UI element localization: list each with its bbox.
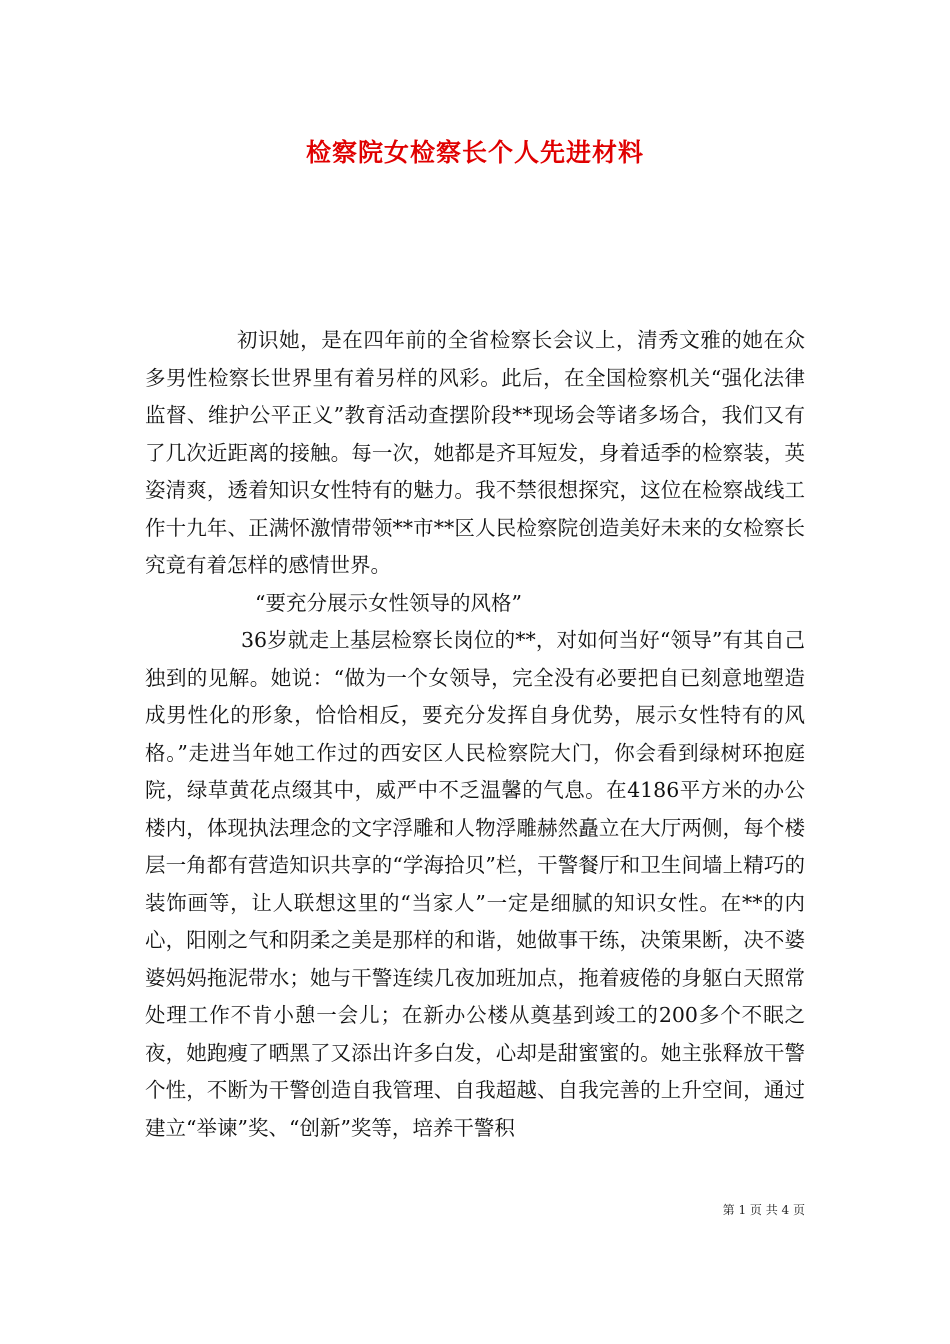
document-title: 检察院女检察长个人先进材料 <box>305 138 644 167</box>
document-body <box>145 322 805 1147</box>
page-number-footer: 第 1 页 共 4 页 <box>722 1203 805 1217</box>
paragraph-intro: 初识她，是在四年前的全省检察长会议上，清秀文雅的她在众多男性检察长世界里有着另样的风彩。此后，在全国检察机关“强化法律监督、维护公平正义”教育活动查摆阶段**现场会等诸多场合，我们又有了几次近距离的接触。每一次，她都是齐耳短发，身着适季的检察装，英姿清爽，透着知识女性特有的魅力。我不禁很想探究，这位在检察战线工作十九年、正满怀激情带领**市**区人民检察院创造美好未来的女检察长究竟有着怎样的感情世界。 <box>145 328 805 577</box>
section-heading: “要充分展示女性领导的风格” <box>255 590 522 615</box>
paragraph-main: 36岁就走上基层检察长岗位的**，对如何当好“领导”有其自己独到的见解。她说：“做为一个女领导，完全没有必要把自已刻意地塑造成男性化的形象，恰恰相反，要充分发挥自身优势，展示女性特有的风格。”走进当年她工作过的西安区人民检察院大门，你会看到绿树环抱庭院，绿草黄花点缀其中，威严中不乏温馨的气息。在4186平方米的办公楼内，体现执法理念的文字浮雕和人物浮雕赫然矗立在大厅两侧，每个楼层一角都有营造知识共享的“学海拾贝”栏，干警餐厅和卫生间墙上精巧的装饰画等，让人联想这里的“当家人”一定是细腻的知识女性。在**的内心，阳刚之气和阴柔之美是那样的和谐，她做事干练，决策果断，决不婆婆妈妈拖泥带水；她与干警连续几夜加班加点，拖着疲倦的身躯白天照常处理工作不肯小憩一会儿；在新办公楼从奠基到竣工的200多个不眠之夜，她跑瘦了晒黑了又添出许多白发，心却是甜蜜蜜的。她主张释放干警个性，不断为干警创造自我管理、自我超越、自我完善的上升空间，通过建立“举谏”奖、“创新”奖等，培养干警积 <box>145 628 805 1140</box>
